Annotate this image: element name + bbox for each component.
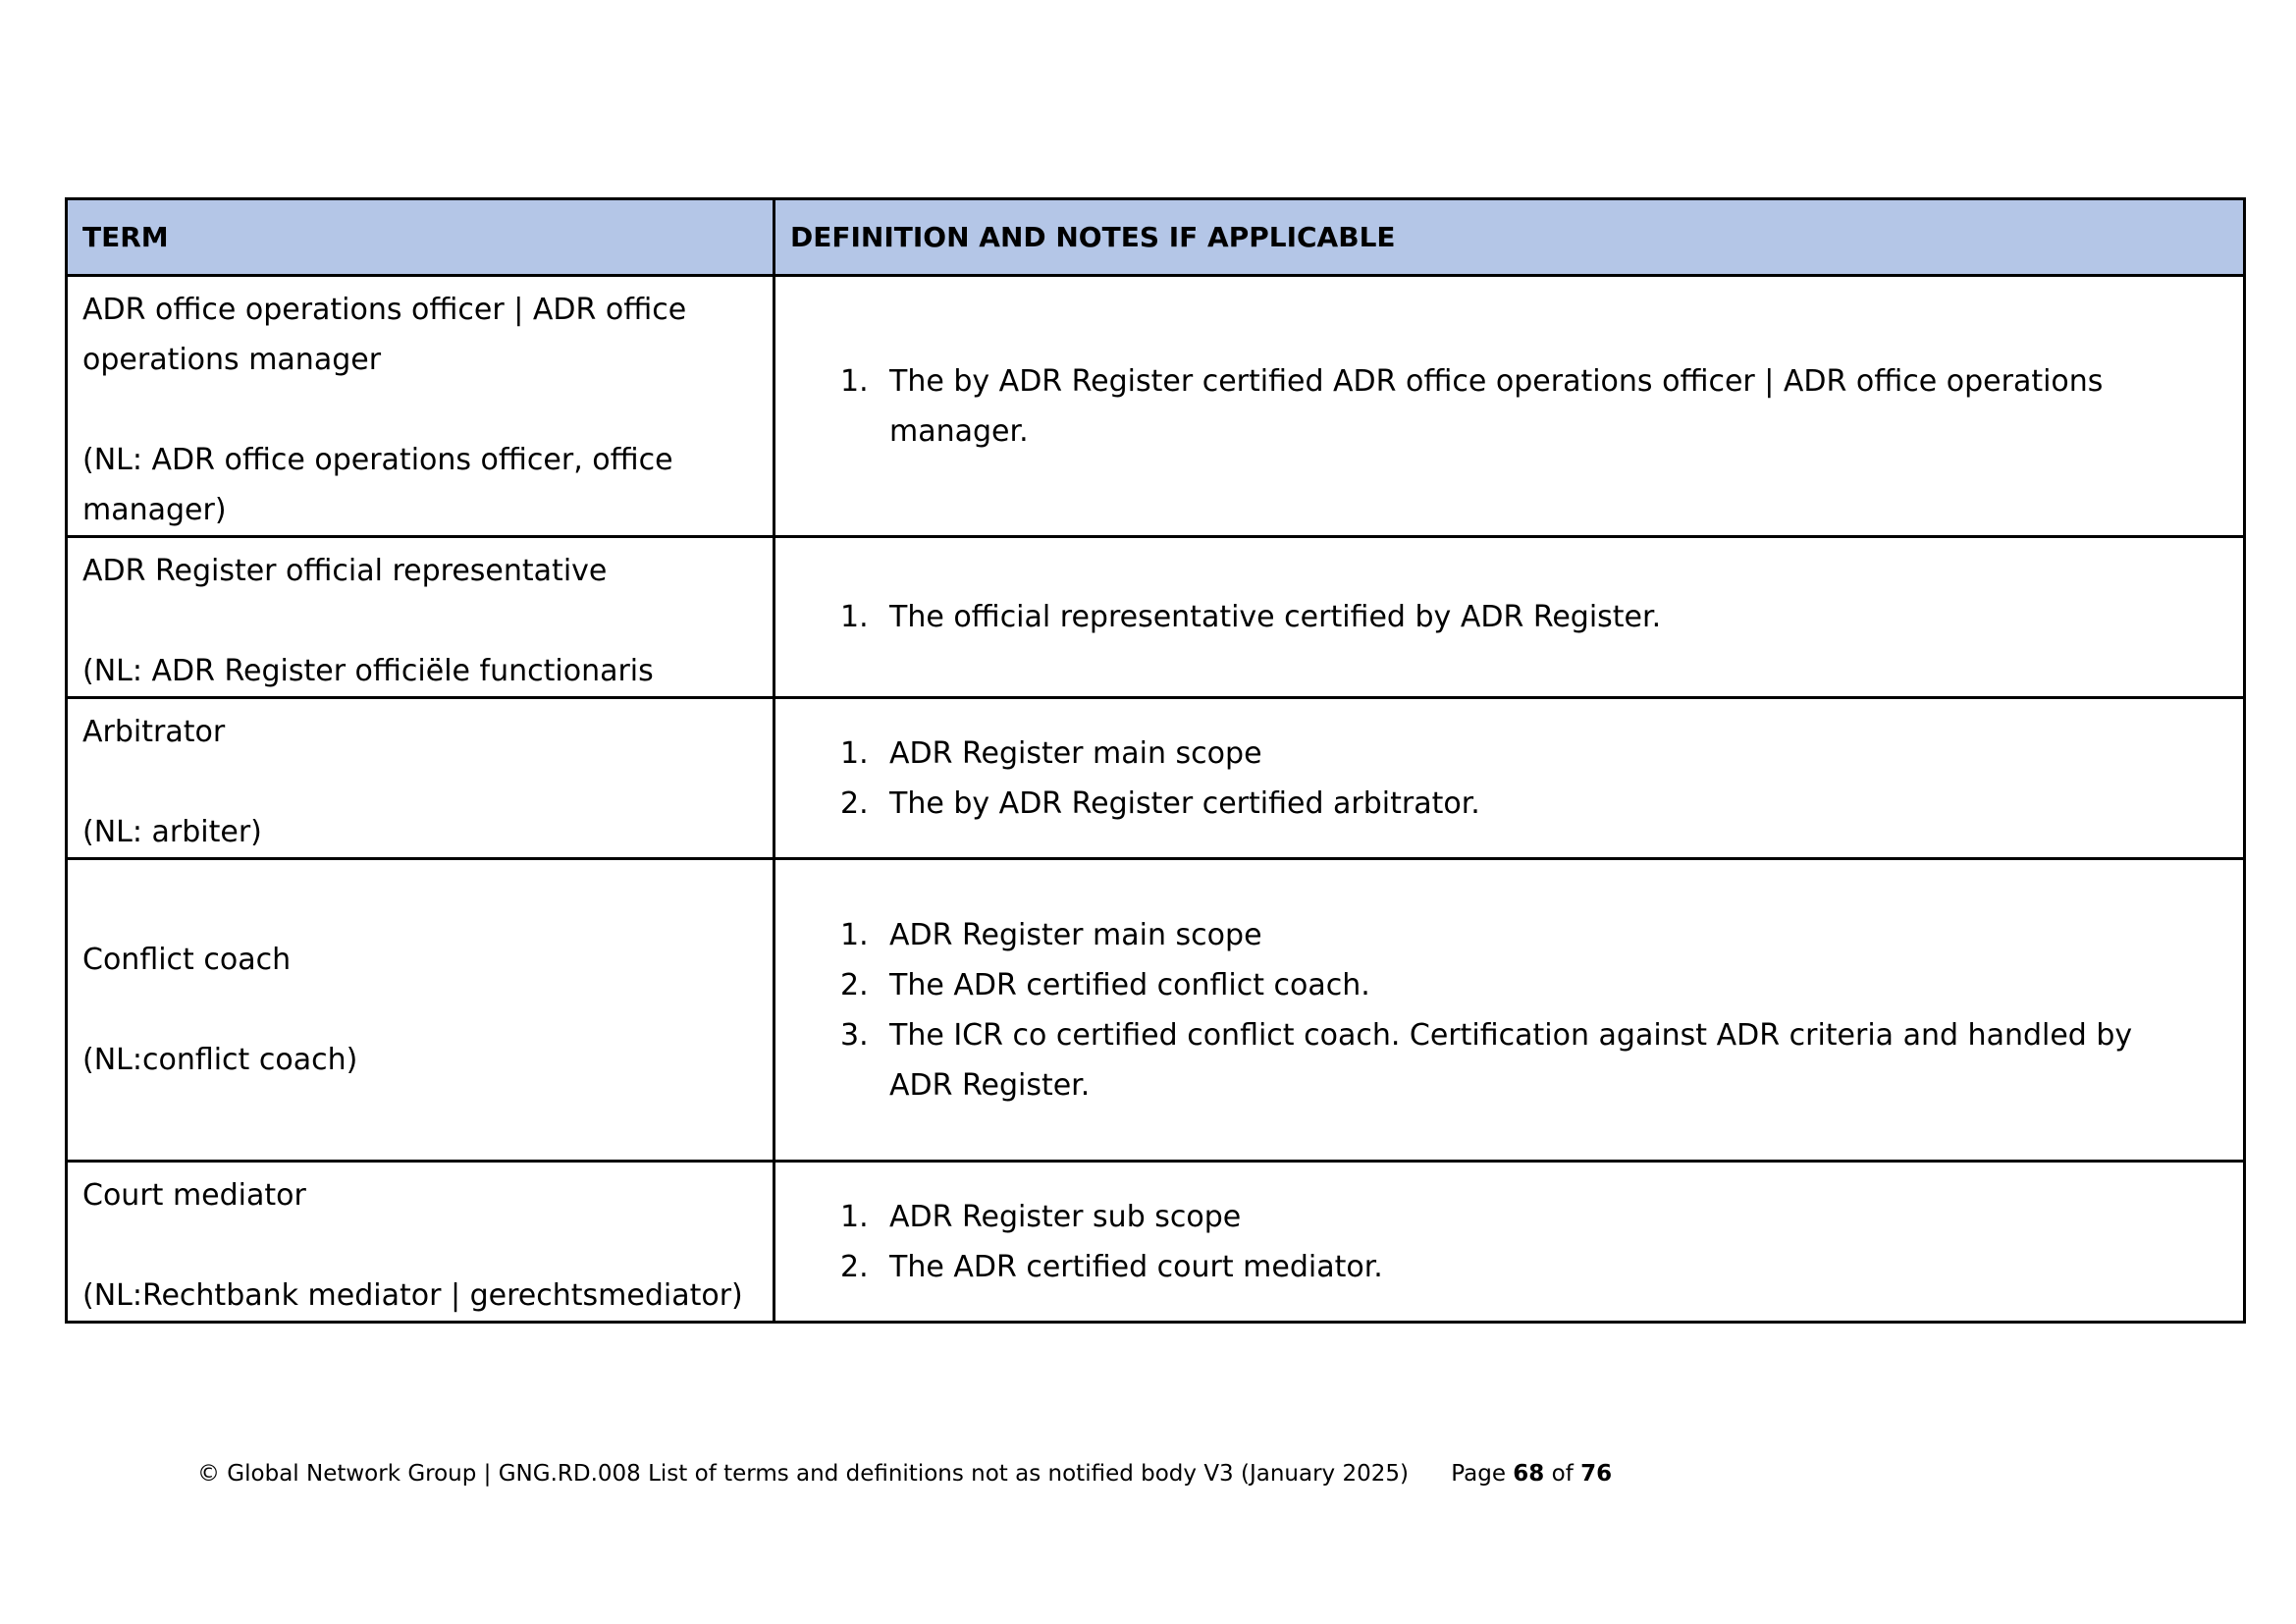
definition-cell [774, 1162, 2245, 1323]
table-row [67, 276, 2245, 537]
term-nl-translation: (NL: arbiter) [82, 815, 262, 849]
definition-item [775, 356, 2204, 457]
table-row [67, 1162, 2245, 1323]
definition-item [775, 960, 2204, 1010]
definition-text: The ADR certified conflict coach. [889, 967, 1370, 1002]
definition-text: ADR Register sub scope [889, 1199, 1242, 1234]
term-nl-translation: (NL:Rechtbank mediator | gerechtsmediator) [82, 1278, 743, 1313]
term-nl-translation: manager) [82, 493, 227, 527]
definition-list [775, 729, 2243, 829]
definition-text: The official representative certified by ADR Register. [889, 600, 1662, 634]
page-number [1451, 1461, 1612, 1487]
definition-list [775, 592, 2243, 642]
definition-text: ADR Register main scope [889, 735, 1262, 771]
definition-text: The by ADR Register certified arbitrator. [889, 785, 1480, 821]
page-total: 76 [1580, 1461, 1613, 1487]
page-of: of [1551, 1461, 1574, 1487]
term-text: operations manager [82, 343, 382, 377]
table-row [67, 537, 2245, 698]
term-cell [67, 698, 774, 859]
definition-number: 1. [840, 735, 869, 771]
definition-number: 1. [840, 363, 869, 399]
table-row [67, 698, 2245, 859]
definition-list [775, 1192, 2243, 1292]
definition-cell [774, 859, 2245, 1162]
term-text: ADR office operations officer | ADR office [82, 293, 687, 327]
definition-number: 1. [840, 1199, 869, 1234]
definition-number: 1. [840, 917, 869, 952]
term-text: ADR Register official representative [82, 554, 608, 588]
page-label: Page [1451, 1461, 1506, 1487]
table-header-row [67, 199, 2245, 276]
definition-item [775, 1010, 2204, 1110]
definition-number: 3. [840, 1017, 869, 1053]
definition-text: The ADR certified court mediator. [889, 1249, 1383, 1284]
definition-number: 2. [840, 785, 869, 821]
definitions-table [65, 197, 2246, 1324]
definition-number: 1. [840, 600, 869, 634]
definition-item [775, 729, 2204, 779]
page-current: 68 [1513, 1461, 1545, 1487]
definition-item [775, 910, 2204, 960]
definition-number: 2. [840, 967, 869, 1002]
term-nl-translation: (NL:conflict coach) [82, 1043, 358, 1077]
term-cell [67, 276, 774, 537]
term-nl-translation: (NL: ADR Register officiële functionaris [82, 654, 654, 688]
definition-list [775, 356, 2243, 457]
definition-item [775, 779, 2204, 829]
definition-cell [774, 698, 2245, 859]
term-cell [67, 1162, 774, 1323]
term-cell [67, 537, 774, 698]
term-column-header: TERM [67, 199, 774, 276]
definition-text: ADR Register main scope [889, 917, 1262, 952]
definition-item [775, 1192, 2204, 1242]
definition-text: The by ADR Register certified ADR office operations officer | ADR office operations manager. [889, 363, 2104, 449]
definition-item [775, 1242, 2204, 1292]
term-text: Court mediator [82, 1178, 306, 1213]
definition-list [775, 910, 2243, 1110]
term-text: Conflict coach [82, 943, 292, 977]
term-text: Arbitrator [82, 715, 226, 749]
definition-item [775, 592, 2204, 642]
table-row [67, 859, 2245, 1162]
definition-text: The ICR co certified conflict coach. Certification against ADR criteria and handled by ADR Register. [889, 1017, 2133, 1103]
definition-column-header: DEFINITION AND NOTES IF APPLICABLE [774, 199, 2245, 276]
definition-number: 2. [840, 1249, 869, 1284]
footer-copyright: © Global Network Group | GNG.RD.008 List of terms and definitions not as notified body V3 (January 2025) [197, 1461, 1409, 1487]
definition-cell [774, 537, 2245, 698]
page-footer [197, 1461, 1612, 1487]
term-cell [67, 859, 774, 1162]
definition-cell [774, 276, 2245, 537]
term-nl-translation: (NL: ADR office operations officer, office [82, 443, 673, 477]
